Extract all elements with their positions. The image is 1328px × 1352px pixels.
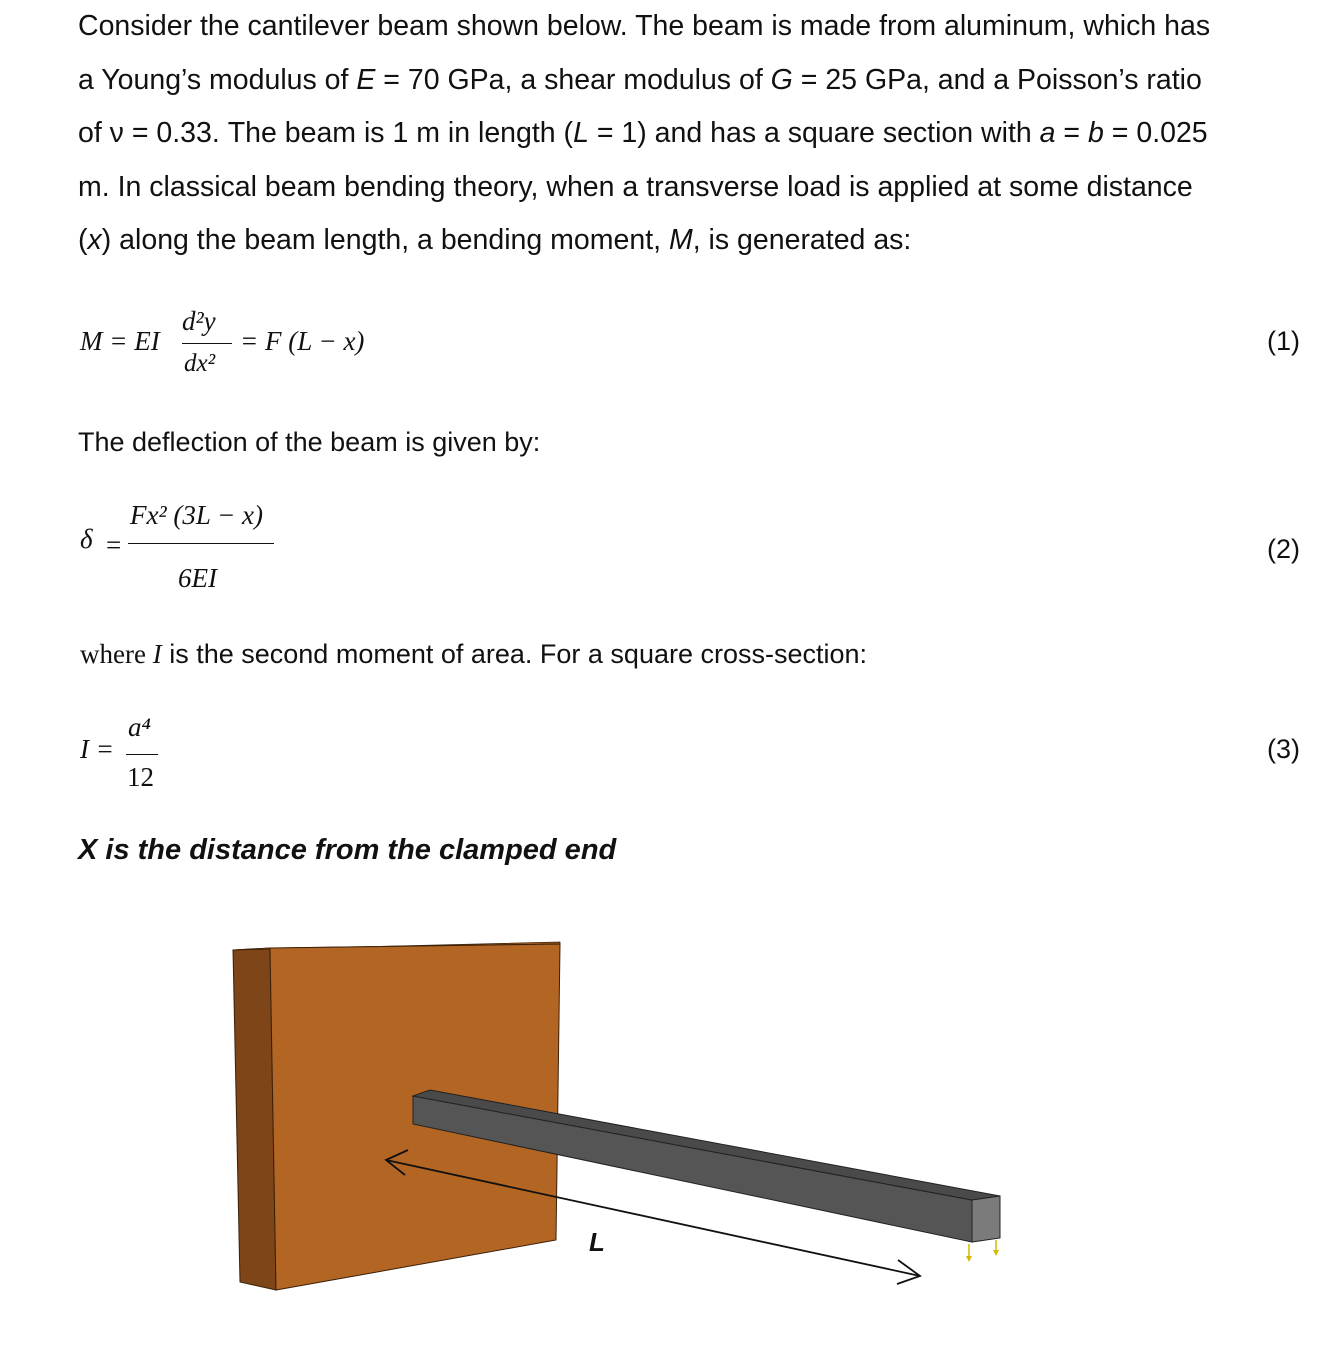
intro-line-4: m. In classical beam bending theory, when a transverse load is applied at some distance [78,170,1193,203]
length-label: L [589,1227,605,1257]
clamped-end-heading: X is the distance from the clamped end [78,834,617,866]
intro-line-5: (x) along the beam length, a bending moment, M, is generated as: [78,224,912,256]
wall-side-face [233,948,276,1290]
cantilever-beam-figure [0,900,1328,1352]
eq2-fraction-bar [128,543,274,544]
intro-paragraph [78,0,1308,268]
eq2-lhs: δ [80,524,93,554]
eq1-denominator: dx² [184,350,216,377]
intro-line-1: Consider the cantilever beam shown below. The beam is made from aluminum, which has [78,10,1211,42]
load-arrows [966,1240,999,1262]
eq1-numerator: d²y [182,306,216,336]
eq2-numerator: Fx² (3L − x) [130,500,264,530]
eq3-lhs: I = [80,734,114,764]
eq3-fraction-bar [126,754,158,755]
where-text: where I is the second moment of area. For a square cross-section: [80,639,868,669]
eq1-fraction-bar [182,343,232,344]
eq3-denominator: 12 [127,762,154,792]
eq3-number: (3) [1267,734,1300,764]
eq1-number: (1) [1267,326,1300,356]
deflection-text: The deflection of the beam is given by: [78,427,541,457]
intro-line-2: a Young’s modulus of E = 70 GPa, a shear modulus of G = 25 GPa, and a Poisson’s ratio [78,63,1202,96]
beam-end-face [972,1196,1000,1242]
eq3-numerator: a⁴ [128,712,151,742]
eq2-denominator: 6EI [178,563,217,593]
eq2-equals: = [106,530,122,560]
eq2-number: (2) [1267,534,1300,564]
eq1-lhs: M = EI [80,326,160,356]
eq1-rhs: = F (L − x) [240,326,365,356]
intro-line-3: of ν = 0.33. The beam is 1 m in length (L = 1) and has a square section with a = b = 0.025 [78,117,1208,149]
